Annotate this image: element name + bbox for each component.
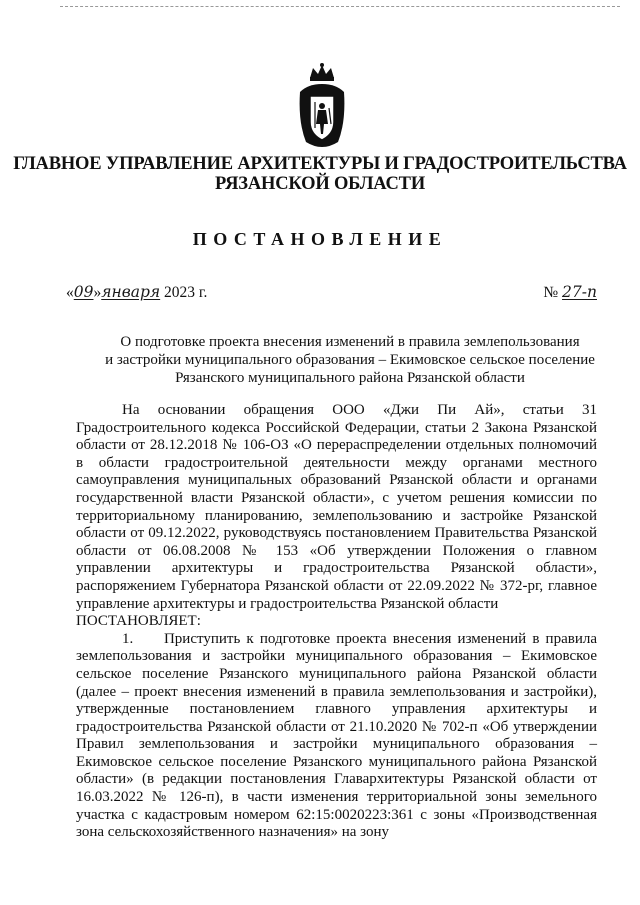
date-quote-open: « [66,284,74,301]
scan-top-edge-line [60,6,620,7]
document-type-title: ПОСТАНОВЛЕНИЕ [192,229,448,249]
item-1-paragraph [76,631,597,842]
subject-line: Рязанского муниципального района Рязанской области [175,370,525,386]
document-date [66,283,207,302]
resolves-heading: ПОСТАНОВЛЯЕТ: [76,613,201,630]
number-value: 27-п [562,283,597,301]
date-day: 09 [73,283,94,301]
item-1-number: 1. [122,630,134,647]
item-1-text: Приступить к подготовке проекта внесения изменений в правила землепользования и застройки муниципального образования – Екимовское сельское поселение Рязанского муниципального района Рязанской области (далее – проект внесения изменений в правила землепользования и застройки), утвержденные постановлением главного управления архитектуры и градостроительства Рязанской области от 21.10.2020 № 702-п «Об утверждении Правил землепользования и застройки муниципального образования – Екимовское сельское поселение Рязанского муниципального района Рязанской области» (в редакции постановления Главархитектуры Рязанской области от 16.03.2022 № 126-п), в части изменения территориальной зоны земельного участка с кадастровым номером 62:15:0020223:361 с зоны «Производственная зона сельскохозяйственного назначения» на зону [76,630,597,841]
organization-region: РЯЗАНСКОЙ ОБЛАСТИ [214,174,426,194]
document-body [76,402,597,842]
document-number [543,283,597,302]
document-subject [60,333,640,387]
number-label: № [543,284,559,301]
date-year: 2023 г. [164,284,208,301]
organization-name: ГЛАВНОЕ УПРАВЛЕНИЕ АРХИТЕКТУРЫ И ГРАДОСТРОИТЕЛЬСТВА [13,154,627,174]
date-quote-close: » [93,284,102,301]
preamble-paragraph: На основании обращения ООО «Джи Пи Ай», статьи 31 Градостроительного кодекса Российской Федерации, статьи 2 Закона Рязанской области от 28.12.2018 № 106-ОЗ «О перераспределении отдельных полномочий в области градостроительной деятельности между органами местного самоуправления муниципальных образований Рязанской области и органами государственной власти Рязанской области», с учетом решения комиссии по территориальному планированию, землепользованию и застройке Рязанской области от 09.12.2022, руководствуясь постановлением Правительства Рязанской области от 06.08.2008 № 153 «Об утверждении Положения о главном управлении архитектуры и градостроительства Рязанской области», распоряжением Губернатора Рязанской области от 22.09.2022 № 372-рг, главное управление архитектуры и градостроительства Рязанской области [76,402,597,612]
date-month: января [101,283,161,301]
subject-line: и застройки муниципального образования – Екимовское сельское поселение [105,352,595,368]
coat-of-arms-icon [296,62,348,152]
subject-line: О подготовке проекта внесения изменений в правила землепользования [120,334,580,350]
